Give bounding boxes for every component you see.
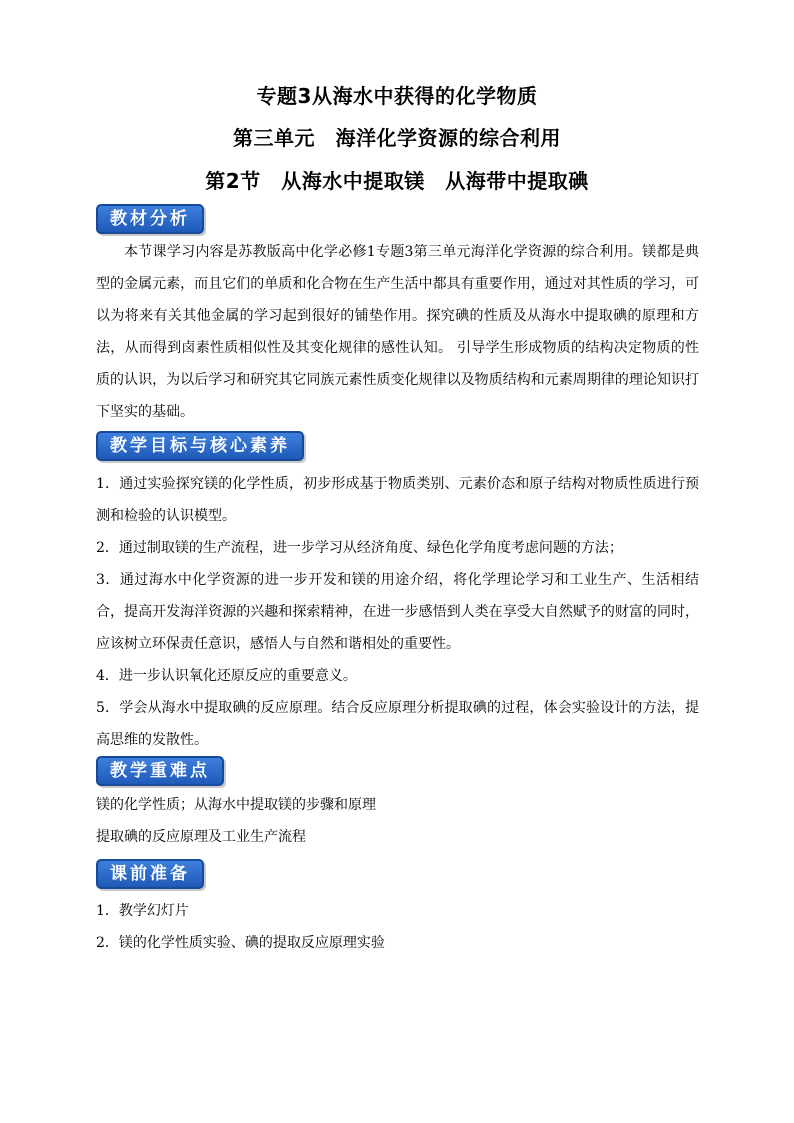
document-title: 专题3从海水中获得的化学物质 [256, 84, 538, 108]
preparation-heading-badge: 课前准备 [96, 859, 204, 889]
goal-item: 1．通过实验探究镁的化学性质，初步形成基于物质类别、元素价态和原子结构对物质性质进行预测和检验的认识模型。 [96, 476, 699, 524]
goal-item: 5．学会从海水中提取碘的反应原理。结合反应原理分析提取碘的过程，体会实验设计的方法，提高思维的发散性。 [96, 700, 699, 748]
preparation-item: 1．教学幻灯片 [96, 903, 189, 919]
goals-heading-badge: 教学目标与核心素养 [96, 431, 304, 461]
goals-list [96, 468, 699, 756]
goal-item: 4．进一步认识氧化还原反应的重要意义。 [96, 668, 357, 684]
goal-item: 3．通过海水中化学资源的进一步开发和镁的用途介绍，将化学理论学习和工业生产、生活相结合，提高开发海洋资源的兴趣和探索精神，在进一步感悟到人类在享受大自然赋予的财富的同时，应该树立环保责任意识，感悟人与自然和谐相处的重要性。 [96, 572, 699, 652]
preparation-item: 2．镁的化学性质实验、碘的提取反应原理实验 [96, 935, 385, 951]
difficulty-item: 提取碘的反应原理及工业生产流程 [96, 829, 306, 845]
section-title: 第2节 从海水中提取镁 从海带中提取碘 [205, 169, 589, 193]
analysis-heading-badge: 教材分析 [96, 204, 204, 234]
preparation-list [96, 895, 699, 959]
difficulties-heading-badge: 教学重难点 [96, 756, 224, 786]
goal-item: 2．通过制取镁的生产流程，进一步学习从经济角度、绿色化学角度考虑问题的方法； [96, 540, 623, 556]
unit-title: 第三单元 海洋化学资源的综合利用 [233, 126, 561, 150]
analysis-paragraph: 本节课学习内容是苏教版高中化学必修1专题3第三单元海洋化学资源的综合利用。镁都是典型的金属元素，而且它们的单质和化合物在生产生活中都具有重要作用，通过对其性质的学习，可以为将来有关其他金属的学习起到很好的铺垫作用。探究碘的性质及从海水中提取碘的原理和方法，从而得到卤素性质相似性及其变化规律的感性认知。 引导学生形成物质的结构决定物质的性质的认识，为以后学习和研究其它同族元素性质变化规律以及物质结构和元素周期律的理论知识打下坚实的基础。 [96, 244, 699, 420]
difficulty-item: 镁的化学性质；从海水中提取镁的步骤和原理 [96, 797, 376, 813]
difficulties-list [96, 789, 699, 853]
